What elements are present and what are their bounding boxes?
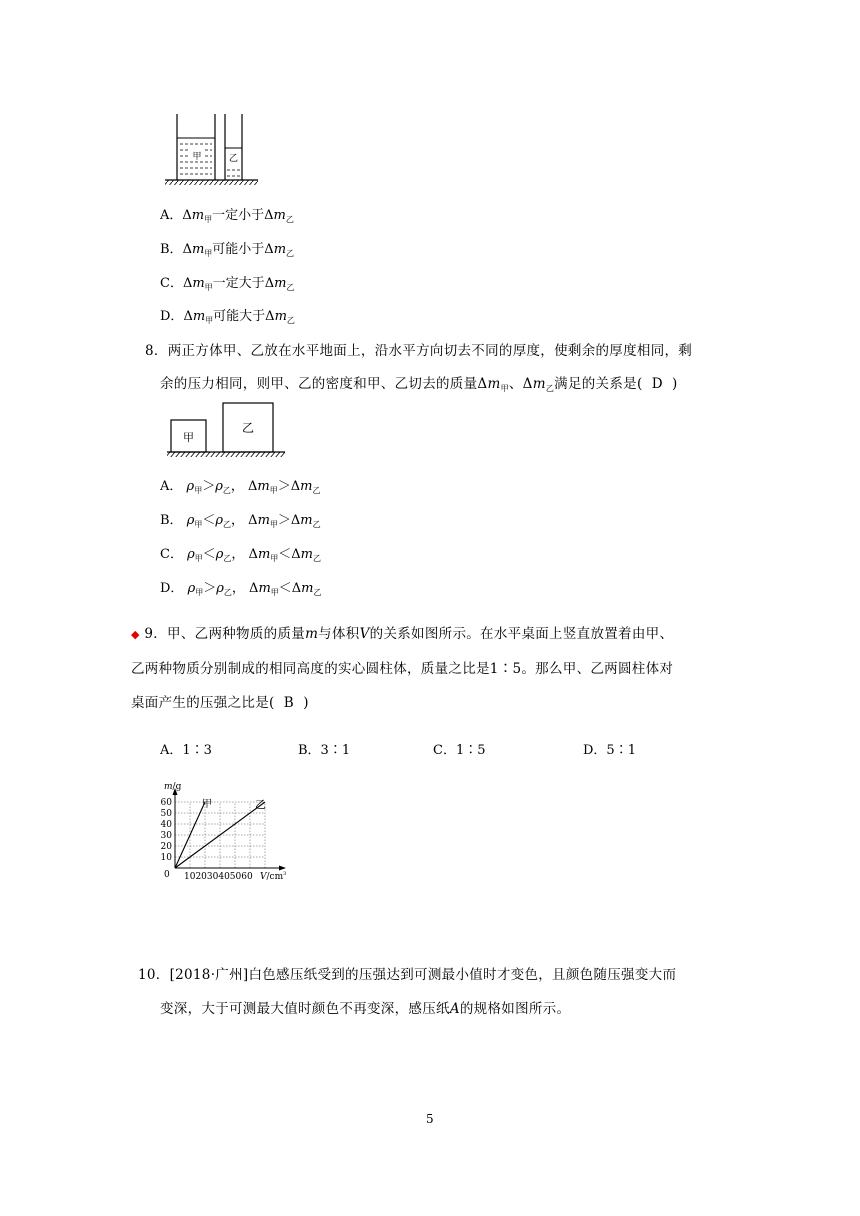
x-axis-arrow (279, 866, 286, 871)
series-yi-label: 乙 (255, 798, 266, 811)
q7-option-b: B．$\Delta m_甲$可能小于$\Delta m_乙$ (160, 242, 295, 258)
x-tick-labels: 102030405060 (184, 872, 253, 882)
containers-figure (162, 110, 262, 186)
y-tick-label: 60 (160, 798, 172, 808)
red-diamond-marker: ◆ (131, 628, 140, 641)
q9-line-2: 乙两种物质分别制成的相同高度的实心圆柱体，质量之比是1∶5。那么甲、乙两圆柱体对 (131, 661, 674, 677)
q8-line-2: 余的压力相同，则甲、乙的密度和甲、乙切去的质量$\Delta m_甲$、$\Delta m_乙$满足的关系是( D ) (160, 376, 678, 393)
q9-option-a: A．1∶3 (160, 743, 212, 758)
q10-line-2: 变深，大于可测最大值时颜色不再变深，感压纸A的规格如图所示。 (160, 1001, 571, 1017)
q9-answer: B (283, 695, 294, 711)
q7-option-a: A．$\Delta m_甲$一定小于$\Delta m_乙$ (160, 208, 294, 224)
q7-option-d: D．$\Delta m_甲$可能大于$\Delta m_乙$ (160, 309, 295, 325)
cube-jia-label: 甲 (183, 431, 194, 444)
container-jia-label: 甲 (192, 152, 202, 162)
q8-line-1: 8．两正方体甲、乙放在水平地面上，沿水平方向切去不同的厚度，使剩余的厚度相同，剩 (145, 343, 693, 359)
container-yi-label: 乙 (228, 154, 239, 164)
q9-option-d: D．5∶1 (583, 743, 636, 758)
q8-option-c: C． $\rho_甲<\rho_乙$， $\Delta m_甲<\Delta m_乙$ (160, 547, 321, 563)
y-tick-label: 10 (160, 853, 172, 863)
q8-option-a: A． $\rho_甲>\rho_乙$， $\Delta m_甲>\Delta m_乙$ (160, 479, 321, 495)
y-tick-label: 20 (160, 842, 172, 852)
q9-option-c: C．1∶5 (433, 743, 486, 758)
y-tick-label: 50 (160, 809, 172, 819)
q9-line-1: ◆ 9．甲、乙两种物质的质量m与体积V的关系如图所示。在水平桌面上竖直放置着由甲、 (131, 626, 674, 642)
q9-line-3: 桌面产生的压强之比是( B ) (131, 695, 309, 711)
mass-volume-graph (150, 780, 310, 884)
q10-line-1: 10．[2018·广州]白色感压纸受到的压强达到可测最小值时才变色，且颜色随压强变大而 (138, 967, 677, 983)
y-tick-label: 30 (160, 831, 172, 841)
y-axis-label: m/g (164, 782, 182, 792)
origin-label: 0 (164, 870, 170, 880)
q9-option-b: B．3∶1 (298, 743, 351, 758)
q7-option-c: C．$\Delta m_甲$一定大于$\Delta m_乙$ (160, 276, 295, 292)
q8-answer: D (651, 376, 663, 392)
cubes-figure (165, 398, 290, 460)
cube-yi-label: 乙 (241, 421, 255, 435)
y-tick-label: 40 (160, 820, 172, 830)
q8-option-b: B． $\rho_甲<\rho_乙$， $\Delta m_甲>\Delta m_乙$ (160, 513, 321, 529)
x-axis-label: $V/cm^3$ (260, 871, 287, 882)
page-number: 5 (426, 1112, 434, 1126)
series-jia-label: 甲 (202, 799, 212, 810)
q8-option-d: D． $\rho_甲>\rho_乙$， $\Delta m_甲<\Delta m_乙$ (160, 581, 322, 597)
